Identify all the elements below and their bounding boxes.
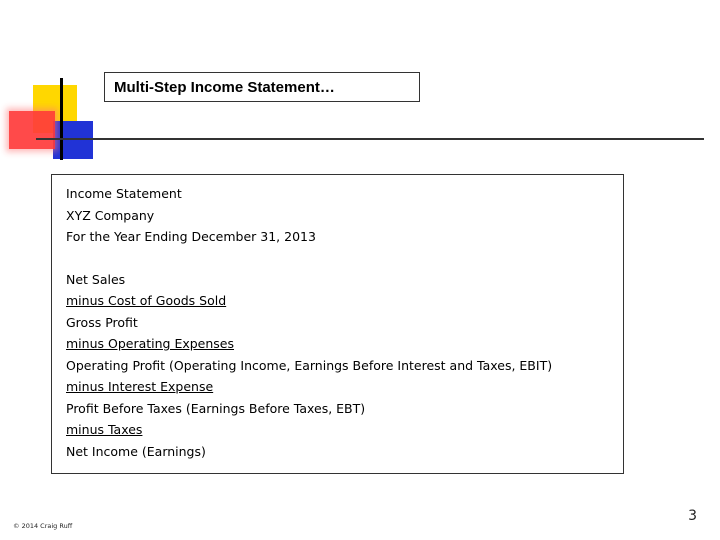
statement-company: XYZ Company (66, 207, 155, 223)
line-minus-operating-expenses: minus Operating Expenses (66, 336, 235, 351)
decor-vertical-rule (60, 78, 63, 160)
line-minus-interest-expense: minus Interest Expense (66, 379, 214, 394)
line-minus-cogs: minus Cost of Goods Sold (66, 293, 227, 308)
spacer (66, 248, 623, 269)
line-profit-before-taxes: Profit Before Taxes (Earnings Before Taxes, EBT) (66, 400, 366, 416)
line-net-income: Net Income (Earnings) (66, 443, 206, 459)
copyright-notice: © 2014 Craig Ruff (13, 522, 73, 530)
slide-title: Multi-Step Income Statement… (114, 78, 335, 96)
statement-heading: Income Statement (66, 186, 182, 201)
line-minus-taxes: minus Taxes (66, 422, 143, 437)
slide-title-box (104, 72, 420, 102)
line-net-sales: Net Sales (66, 271, 126, 287)
line-gross-profit: Gross Profit (66, 314, 138, 330)
line-operating-profit: Operating Profit (Operating Income, Earnings Before Interest and Taxes, EBIT) (66, 357, 553, 373)
income-statement-box (51, 174, 624, 474)
title-underline-rule (36, 138, 704, 140)
page-number: 3 (688, 508, 697, 524)
statement-period: For the Year Ending December 31, 2013 (66, 229, 316, 244)
decor-blue-square (53, 121, 93, 159)
decor-red-square (9, 111, 55, 149)
